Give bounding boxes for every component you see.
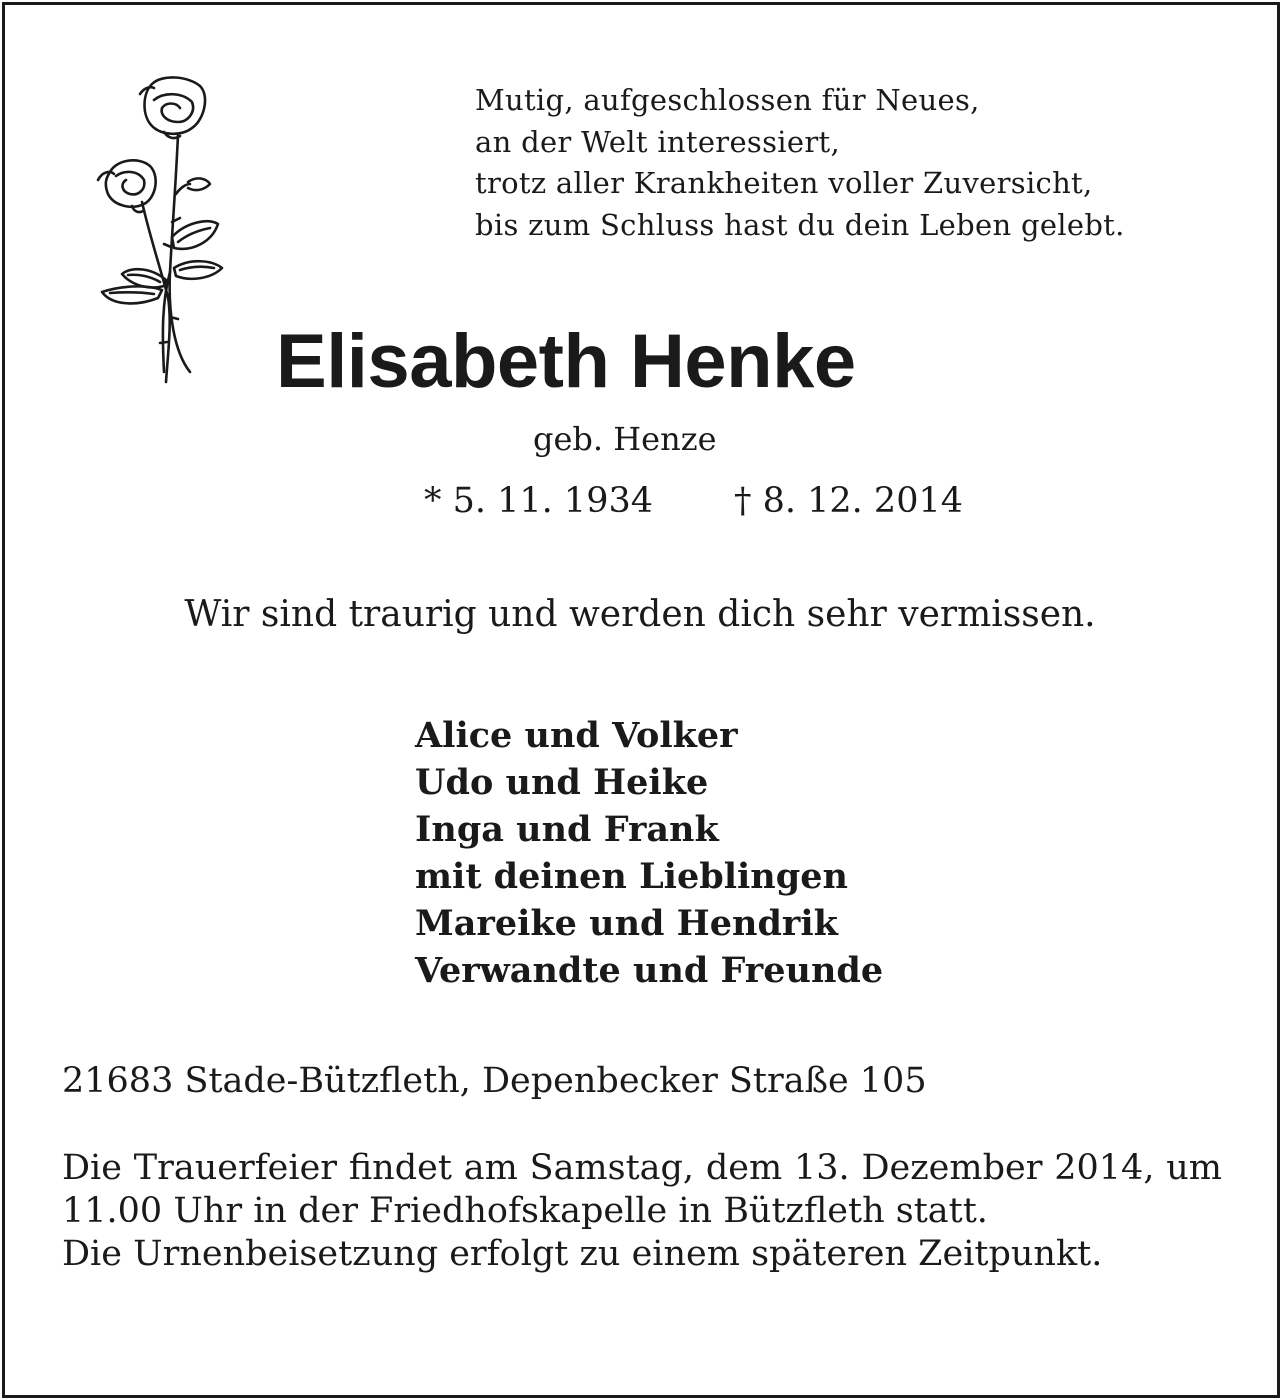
ceremony-paragraph: Die Trauerfeier findet am Samstag, dem 13. Dezember 2014, um 11.00 Uhr in der Friedhofskapelle in Bützfleth statt. [62, 1148, 1222, 1231]
poem-line: an der Welt interessiert, [475, 124, 840, 159]
memorial-poem [475, 80, 1125, 246]
mourners-list [415, 712, 883, 994]
poem-line: trotz aller Krankheiten voller Zuversicht, [475, 166, 1093, 200]
deceased-name: Elisabeth Henke [276, 319, 856, 404]
poem-line: Mutig, aufgeschlossen für Neues, [475, 83, 980, 117]
mourner-entry: Mareike und Hendrik [415, 903, 838, 944]
birth-date: * 5. 11. 1934 [424, 481, 654, 521]
mourner-entry: Inga und Frank [415, 809, 719, 850]
maiden-name: geb. Henze [533, 420, 717, 458]
mourner-entry: Verwandte und Freunde [415, 950, 884, 991]
sorrow-line: Wir sind traurig und werden dich sehr vermissen. [184, 594, 1096, 635]
mourner-entry: Alice und Volker [415, 715, 738, 756]
urn-note: Die Urnenbeisetzung erfolgt zu einem späteren Zeitpunkt. [62, 1234, 1103, 1274]
rose-icon [92, 72, 232, 387]
mourner-entry: mit deinen Lieblingen [415, 856, 848, 897]
mourner-entry: Udo und Heike [415, 762, 709, 803]
poem-line: bis zum Schluss hast du dein Leben gelebt. [475, 207, 1125, 242]
address: 21683 Stade-Bützfleth, Depenbecker Straße 105 [62, 1061, 927, 1101]
death-date: † 8. 12. 2014 [734, 481, 964, 521]
ceremony-info [62, 1147, 1222, 1276]
